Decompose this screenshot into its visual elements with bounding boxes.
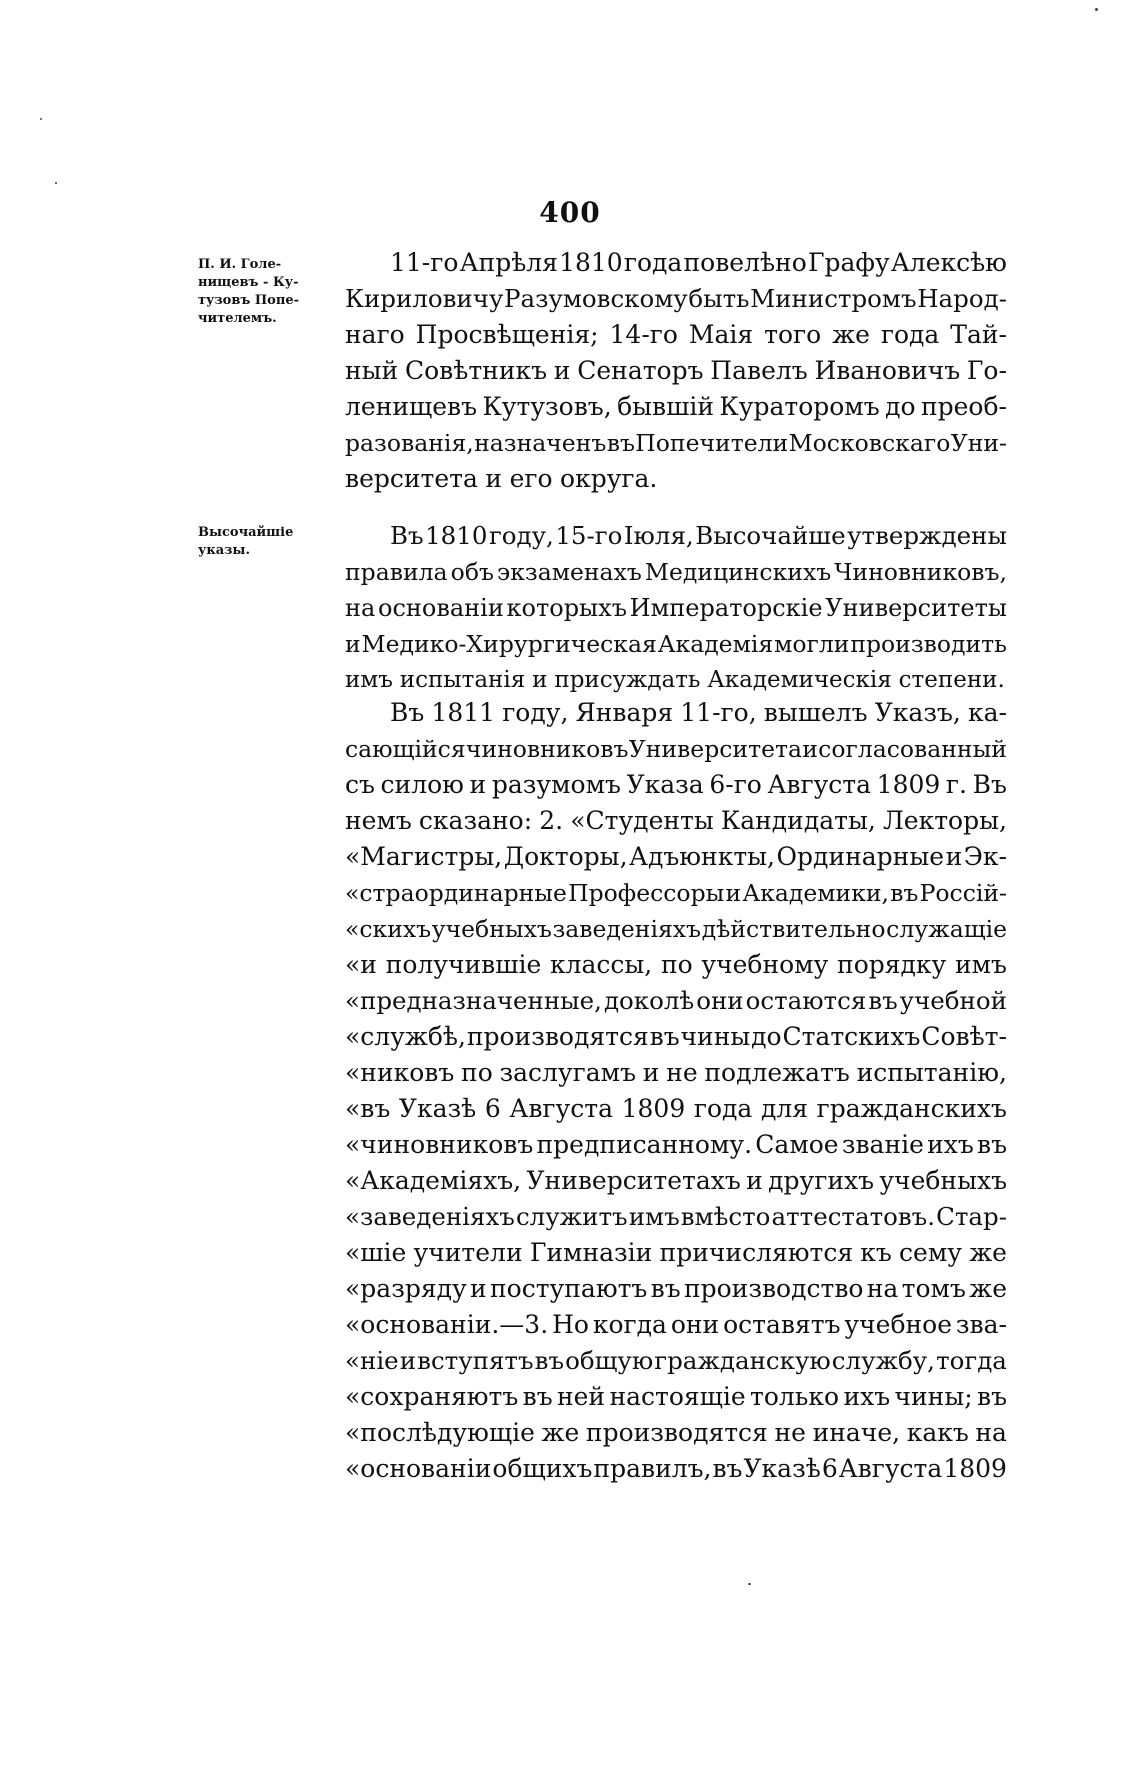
text-line: Въ 1810 году, 15-го Іюля, Высочайше утверждены [390, 521, 1007, 550]
text-line: «шіе учители Гимназіи причисляются къ сему же [345, 1238, 1007, 1267]
margin-note-golenishchev [198, 256, 328, 328]
text-line: сающійся чиновниковъ Университета и согласованный [345, 735, 1007, 763]
text-line: «послѣдующіе же производятся не иначе, какъ на [345, 1418, 1007, 1447]
text-line: ленищевъ Кутузовъ, бывшій Кураторомъ до преоб- [345, 392, 1007, 421]
text-line: «никовъ по заслугамъ и не подлежатъ испытанію, [345, 1058, 1007, 1087]
text-line: и Медико-Хирургическая Академія могли производить [345, 630, 1007, 658]
text-line: на основаніи которыхъ Императорскіе Университеты [345, 594, 1007, 622]
text-line: «Академіяхъ, Университетахъ и другихъ учебныхъ [345, 1166, 1007, 1195]
scan-speck [40, 118, 42, 120]
text-line: «страординарные Профессоры и Академики, въ Россій- [345, 879, 1007, 907]
text-line: правила объ экзаменахъ Медицинскихъ Чиновниковъ, [345, 558, 1007, 586]
margin-note-line: П. И. Голе- [198, 257, 282, 272]
text-line: разованія, назначенъ въ Попечители Московскаго Уни- [345, 429, 1007, 457]
text-line: съ силою и разумомъ Указа 6-го Августа 1809 г. Въ [345, 770, 1007, 799]
text-line: имъ испытанія и присуждать Академическія степени. [345, 667, 1005, 693]
paragraph-appointments [345, 245, 1007, 497]
margin-note-line: Высочайшіе [198, 525, 294, 540]
text-line: «службѣ, производятся въ чины до Статскихъ Совѣт- [345, 1022, 1007, 1051]
paragraph-medical-exams [345, 518, 1007, 698]
text-line: «сохраняютъ въ ней настоящіе только ихъ чины; въ [345, 1382, 1007, 1411]
text-line: «разряду и поступаютъ въ производство на томъ же [345, 1274, 1007, 1303]
text-line: «Магистры, Докторы, Адъюнкты, Ординарные и Эк- [345, 842, 1007, 871]
text-line: «предназначенные, доколѣ они остаются въ учебной [345, 986, 1007, 1015]
text-line: «скихъ учебныхъ заведеніяхъ дѣйствительно служащіе [345, 915, 1007, 943]
scan-speck [55, 182, 57, 184]
margin-note-line: указы. [198, 543, 250, 558]
text-line: Кириловичу Разумовскому быть Министромъ Народ- [345, 284, 1007, 313]
scan-speck [1095, 8, 1098, 11]
text-line: ный Совѣтникъ и Сенаторъ Павелъ Ивановичъ Го- [345, 356, 1007, 385]
text-line: немъ сказано: 2. «Студенты Кандидаты, Лекторы, [345, 806, 1007, 835]
paragraph-ukaz-1811 [345, 695, 1007, 1487]
text-line: «ніе и вступятъ въ общую гражданскую службу, тогда [345, 1346, 1007, 1375]
scan-speck [748, 1583, 751, 1585]
margin-note-line: нищевъ - Ку- [198, 275, 299, 290]
margin-note-decrees [198, 524, 328, 560]
text-line: «и получившіе классы, по учебному порядку имъ [345, 950, 1007, 979]
margin-note-line: чителемъ. [198, 311, 277, 326]
text-line: «основаніи.—3. Но когда они оставятъ учебное зва- [345, 1310, 1007, 1339]
margin-note-line: тузовъ Попе- [198, 293, 300, 308]
text-line: «основаніи общихъ правилъ, въ Указѣ 6 Августа 1809 [345, 1454, 1007, 1483]
page-number: 400 [539, 196, 601, 229]
text-line: «чиновниковъ предписанному. Самое званіе ихъ въ [345, 1130, 1007, 1159]
text-line: верситета и его округа. [345, 464, 658, 493]
text-line: «въ Указѣ 6 Августа 1809 года для гражданскихъ [345, 1094, 1007, 1123]
text-line: «заведеніяхъ служитъ имъ вмѣсто аттестатовъ. Стар- [345, 1202, 1007, 1231]
text-line: 11-го Апрѣля 1810 года повелѣно Графу Алексѣю [390, 248, 1007, 277]
text-line: Въ 1811 году, Января 11-го, вышелъ Указъ, ка- [390, 698, 1007, 727]
text-line: наго Просвѣщенія; 14-го Маія того же года Тай- [345, 320, 1007, 349]
